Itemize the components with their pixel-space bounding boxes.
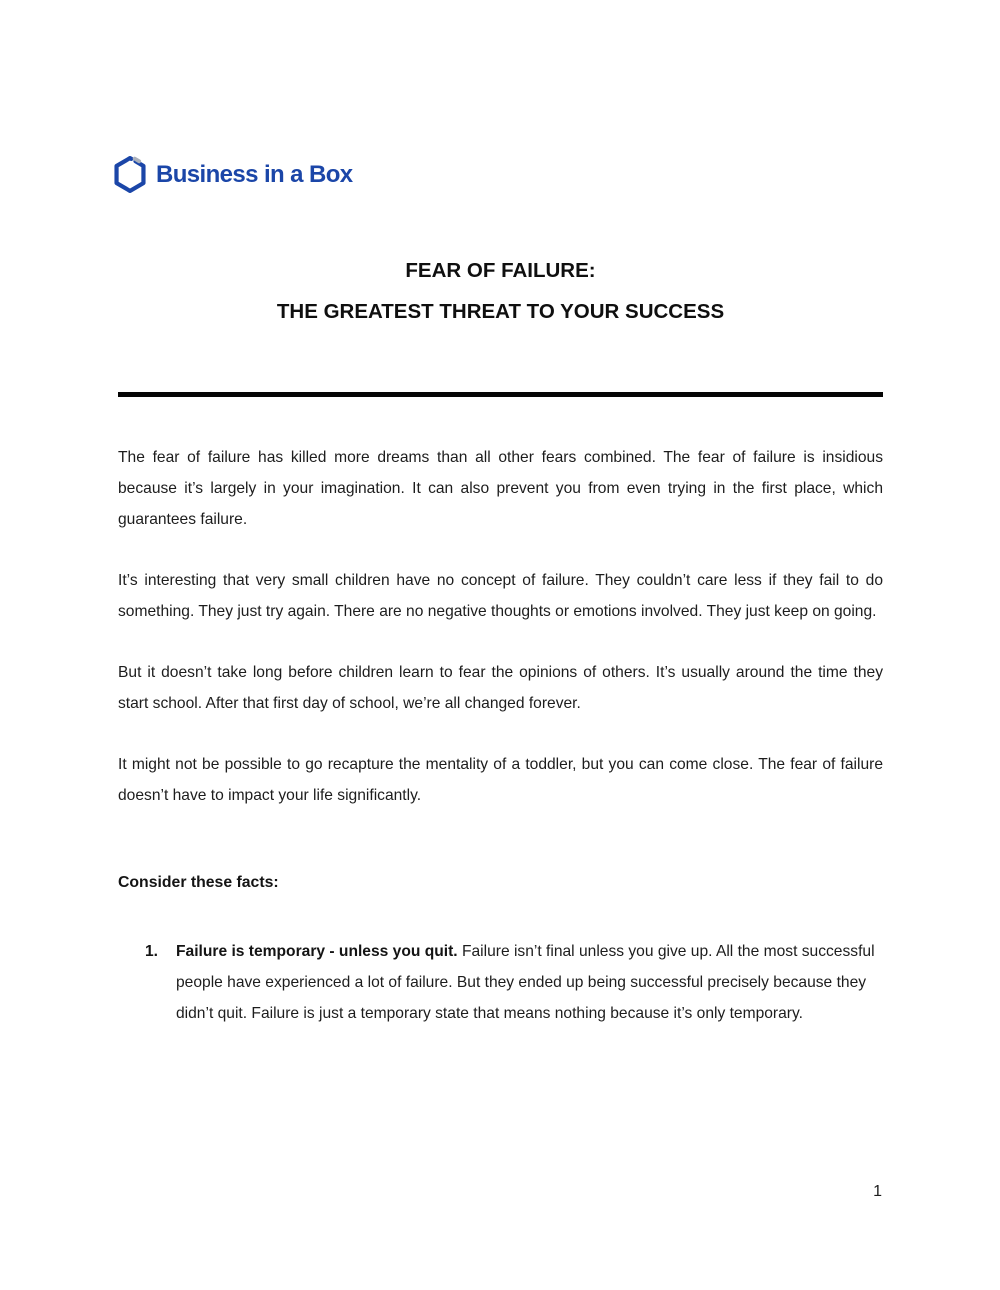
body-paragraph-1: The fear of failure has killed more dreams than all other fears combined. The fear of failure is insidious because it’s largely in your imagination. It can also prevent you from even trying in the first place, which guarantees failure. bbox=[118, 449, 883, 528]
horizontal-rule bbox=[118, 392, 883, 397]
brand-logo bbox=[113, 156, 353, 193]
numbered-list-item bbox=[118, 936, 883, 1029]
page-number: 1 bbox=[873, 1183, 882, 1200]
brand-name: Business in a Box bbox=[156, 160, 353, 188]
list-item-number: 1. bbox=[145, 943, 159, 960]
hexagon-box-logo-icon bbox=[113, 156, 147, 193]
list-item-text bbox=[176, 936, 883, 1029]
body-paragraph-4: It might not be possible to go recapture the mentality of a toddler, but you can come close. The fear of failure doesn’t have to impact your life significantly. bbox=[118, 756, 883, 804]
title-line-2: THE GREATEST THREAT TO YOUR SUCCESS bbox=[276, 300, 725, 323]
facts-heading: Consider these facts: bbox=[118, 874, 279, 891]
title-line-1: FEAR OF FAILURE: bbox=[405, 259, 596, 282]
document-body bbox=[118, 250, 883, 1029]
list-item-detail: Failure isn’t final unless you give up. All the most successful people have experienced a lot of failure. But they ended up being successful precisely because they didn’t quit. Failure is just a temporary state that means nothing because it’s only temporary. bbox=[176, 943, 875, 1022]
body-paragraph-2: It’s interesting that very small children have no concept of failure. They couldn’t care less if they fail to do something. They just try again. There are no negative thoughts or emotions involved. They just keep on going. bbox=[118, 572, 883, 620]
body-paragraph-3: But it doesn’t take long before children learn to fear the opinions of others. It’s usually around the time they start school. After that first day of school, we’re all changed forever. bbox=[118, 664, 883, 712]
document-title bbox=[118, 250, 883, 332]
list-item-lead: Failure is temporary - unless you quit. bbox=[176, 943, 458, 960]
